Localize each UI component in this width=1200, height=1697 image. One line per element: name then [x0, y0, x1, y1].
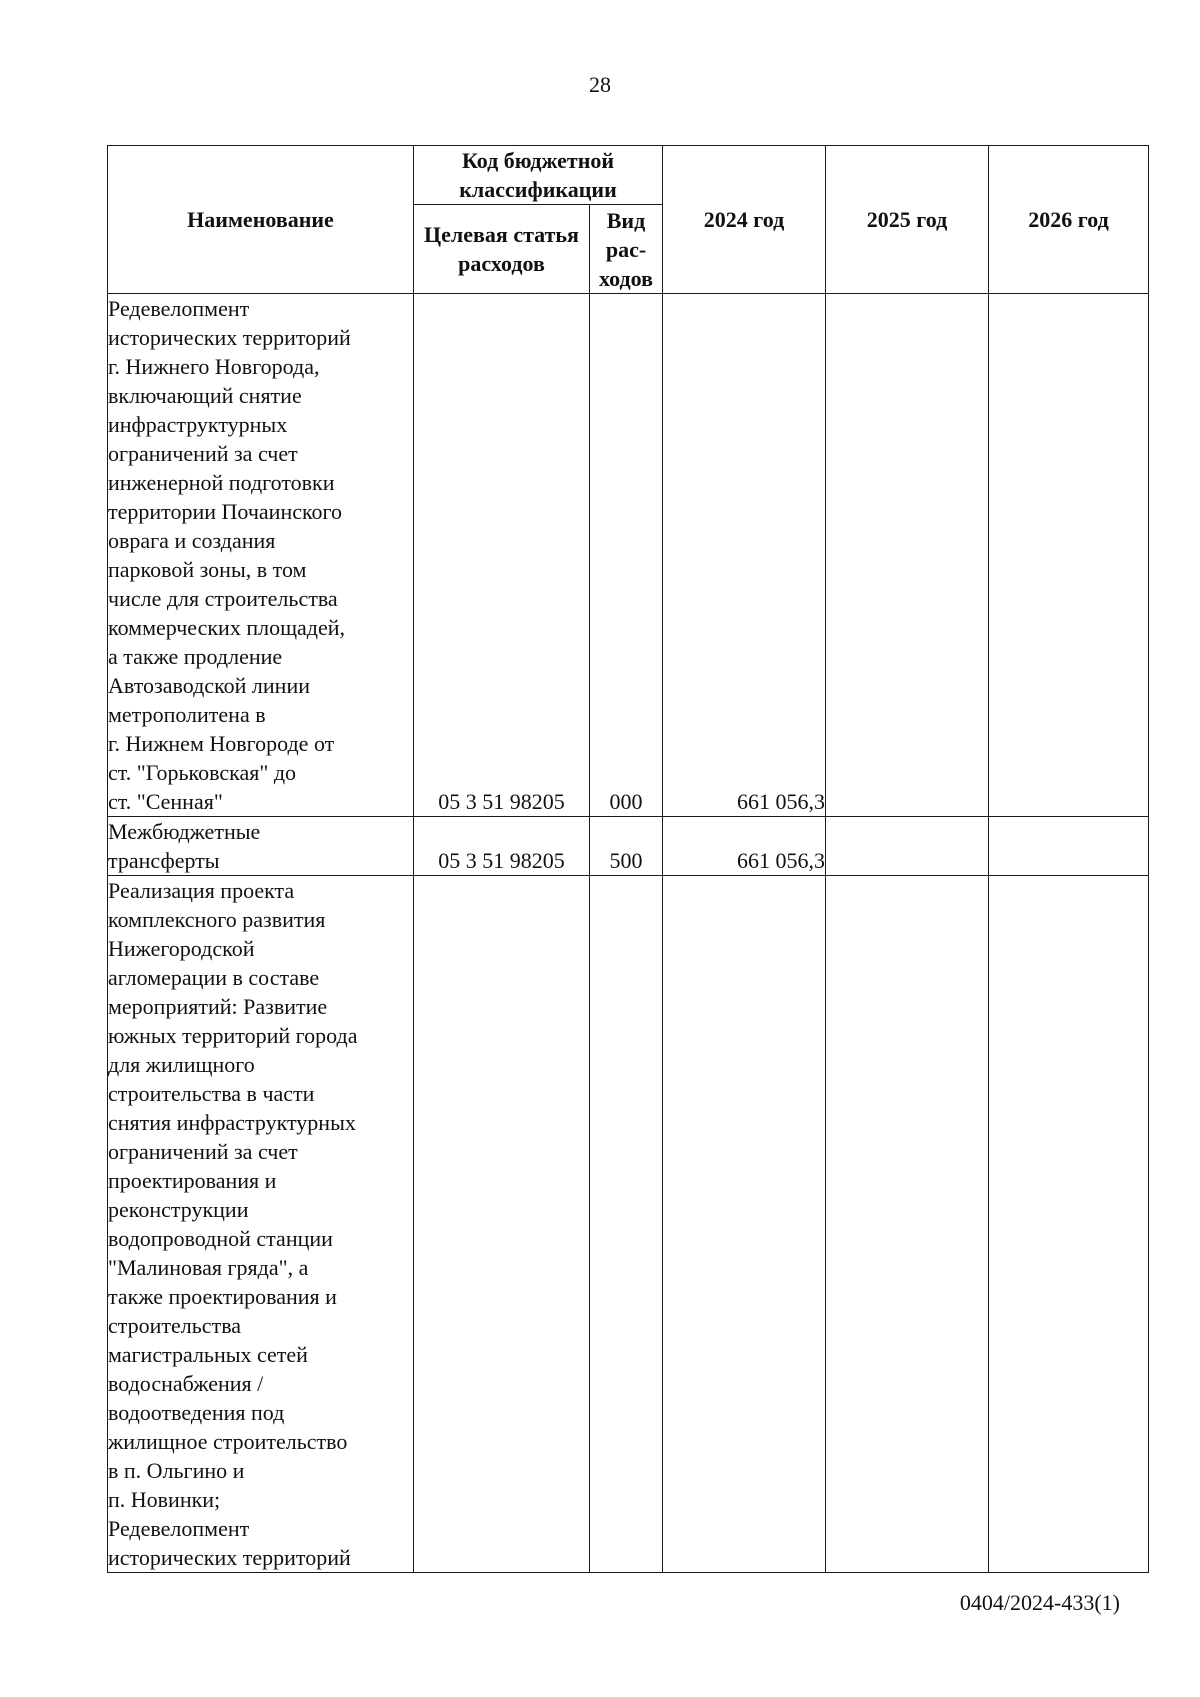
header-target-article: Целевая статья расходов [414, 205, 590, 294]
row-amount-2025 [826, 876, 989, 1573]
document-code: 0404/2024-433(1) [959, 1590, 1120, 1615]
row-name: Межбюджетные трансферты [108, 819, 261, 873]
row-expense-kind: 000 [590, 294, 663, 817]
row-name-cell [108, 817, 414, 876]
budget-table [107, 145, 1149, 1573]
row-name: Реализация проекта комплексного развития Нижегородской агломерации в составе мероприятий: Развитие южных территорий города для жилищного строительства в части снятия инфраструктурных ограничений за счет проектирования и реконструкции водопроводной станции "Малиновая гряда", а также проектирования и строительства магистральных сетей водоснабжения / водоотведения под жилищное строительство в п. Ольгино и п. Новинки; Редевелопмент исторических территорий [108, 878, 358, 1570]
row-name-cell [108, 876, 414, 1573]
header-expense-kind: Вид рас-ходов [590, 205, 663, 294]
header-name: Наименование [108, 146, 414, 294]
row-amount-2026 [989, 294, 1149, 817]
row-amount-2024: 661 056,3 [663, 817, 826, 876]
row-amount-2025 [826, 294, 989, 817]
row-expense-kind: 500 [590, 817, 663, 876]
row-name: Редевелопмент исторических территорий г. Нижнего Новгорода, включающий снятие инфраструктурных ограничений за счет инженерной подготовки территории Почаинского оврага и создания парковой зоны, в том числе для строительства коммерческих площадей, а также продление Автозаводской линии метрополитена в г. Нижнем Новгороде от ст. "Горьковская" до ст. "Сенная" [108, 296, 351, 814]
table-row [108, 294, 1149, 817]
row-amount-2025 [826, 817, 989, 876]
header-code-group-label: Код бюджетной классификации [459, 148, 617, 202]
header-row-top [108, 146, 1149, 205]
row-target-article: 05 3 51 98205 [414, 817, 590, 876]
row-amount-2024: 661 056,3 [663, 294, 826, 817]
row-target-article [414, 876, 590, 1573]
row-amount-2026 [989, 817, 1149, 876]
row-name-cell [108, 294, 414, 817]
header-year-2025: 2025 год [826, 146, 989, 294]
table-row [108, 817, 1149, 876]
table-row [108, 876, 1149, 1573]
page-number: 28 [589, 72, 611, 97]
header-year-2026: 2026 год [989, 146, 1149, 294]
row-amount-2026 [989, 876, 1149, 1573]
row-expense-kind [590, 876, 663, 1573]
row-amount-2024 [663, 876, 826, 1573]
header-code-group [414, 146, 663, 205]
header-year-2024: 2024 год [663, 146, 826, 294]
row-target-article: 05 3 51 98205 [414, 294, 590, 817]
